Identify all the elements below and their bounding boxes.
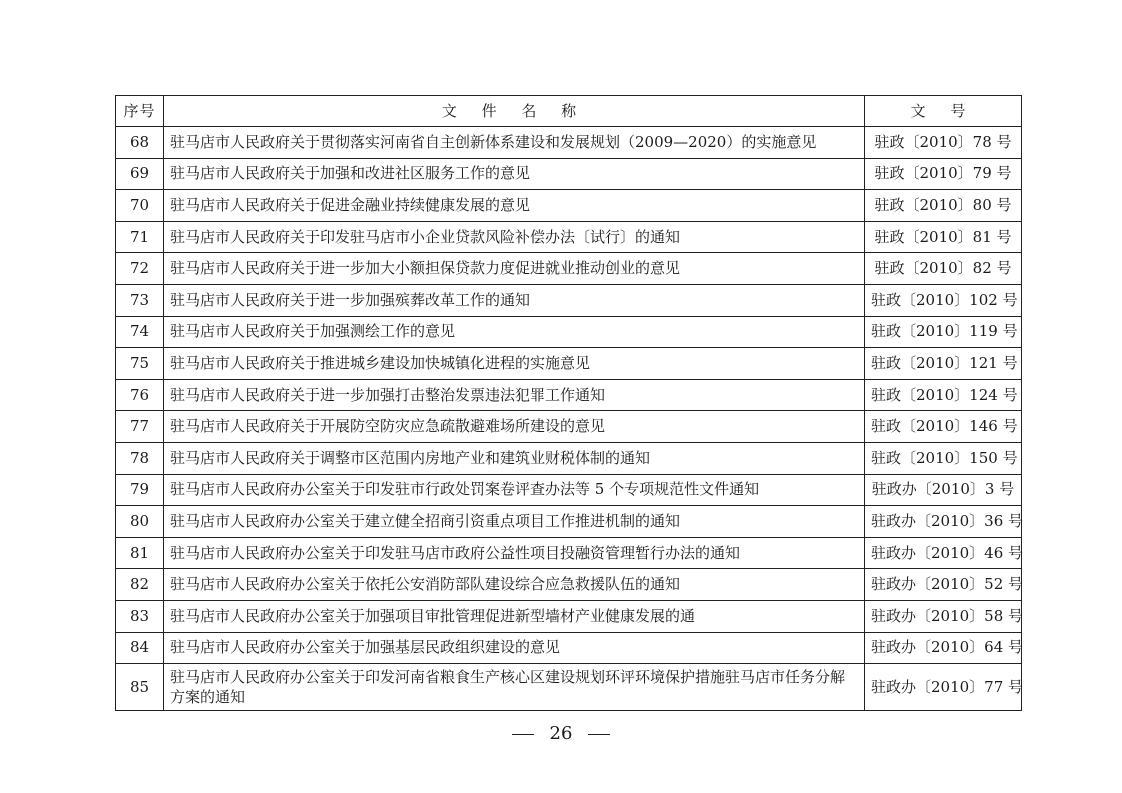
row-doc-number: 驻政办〔2010〕77 号 [865,664,1022,711]
row-title: 驻马店市人民政府办公室关于加强项目审批管理促进新型墙材产业健康发展的通 [164,600,865,632]
table-row [116,506,1022,538]
row-seq: 76 [116,379,164,411]
row-title: 驻马店市人民政府关于推进城乡建设加快城镇化进程的实施意见 [164,348,865,380]
table-row [116,316,1022,348]
table-row [116,664,1022,711]
table-row [116,632,1022,664]
table-row [116,284,1022,316]
row-seq: 81 [116,537,164,569]
row-title: 驻马店市人民政府关于开展防空防灾应急疏散避难场所建设的意见 [164,411,865,443]
row-title: 驻马店市人民政府关于促进金融业持续健康发展的意见 [164,190,865,222]
header-doc-number: 文 号 [865,96,1022,127]
row-seq: 83 [116,600,164,632]
row-doc-number: 驻政办〔2010〕36 号 [865,506,1022,538]
row-doc-number: 驻政〔2010〕78 号 [865,127,1022,159]
row-doc-number: 驻政〔2010〕119 号 [865,316,1022,348]
table-row [116,379,1022,411]
row-seq: 68 [116,127,164,159]
row-seq: 73 [116,284,164,316]
row-seq: 70 [116,190,164,222]
dash-right [588,734,610,735]
page-number-text: 26 [549,723,573,744]
row-seq: 85 [116,664,164,711]
row-seq: 74 [116,316,164,348]
table-body [116,127,1022,711]
row-title: 驻马店市人民政府办公室关于加强基层民政组织建设的意见 [164,632,865,664]
row-doc-number: 驻政〔2010〕102 号 [865,284,1022,316]
row-title: 驻马店市人民政府关于进一步加大小额担保贷款力度促进就业推动创业的意见 [164,253,865,285]
row-doc-number: 驻政办〔2010〕64 号 [865,632,1022,664]
row-seq: 84 [116,632,164,664]
row-doc-number: 驻政办〔2010〕3 号 [865,474,1022,506]
row-title: 驻马店市人民政府关于加强和改进社区服务工作的意见 [164,158,865,190]
table-row [116,253,1022,285]
row-seq: 72 [116,253,164,285]
header-seq: 序号 [116,96,164,127]
document-table [115,95,1022,711]
row-seq: 82 [116,569,164,601]
table-row [116,569,1022,601]
table-row [116,474,1022,506]
table-row [116,537,1022,569]
table-row [116,600,1022,632]
row-seq: 71 [116,221,164,253]
table-row [116,127,1022,159]
page-number [0,723,1122,744]
table-row [116,411,1022,443]
row-title: 驻马店市人民政府办公室关于印发驻马店市政府公益性项目投融资管理暂行办法的通知 [164,537,865,569]
row-title: 驻马店市人民政府办公室关于依托公安消防部队建设综合应急救援队伍的通知 [164,569,865,601]
row-doc-number: 驻政办〔2010〕52 号 [865,569,1022,601]
row-doc-number: 驻政〔2010〕146 号 [865,411,1022,443]
row-seq: 78 [116,442,164,474]
row-title: 驻马店市人民政府关于进一步加强打击整治发票违法犯罪工作通知 [164,379,865,411]
table-row [116,221,1022,253]
row-doc-number: 驻政〔2010〕80 号 [865,190,1022,222]
dash-left [512,734,534,735]
row-doc-number: 驻政〔2010〕82 号 [865,253,1022,285]
table-row [116,348,1022,380]
row-seq: 75 [116,348,164,380]
row-doc-number: 驻政〔2010〕121 号 [865,348,1022,380]
row-seq: 77 [116,411,164,443]
row-title: 驻马店市人民政府办公室关于建立健全招商引资重点项目工作推进机制的通知 [164,506,865,538]
table-row [116,442,1022,474]
row-doc-number: 驻政〔2010〕79 号 [865,158,1022,190]
row-title: 驻马店市人民政府办公室关于印发驻市行政处罚案卷评查办法等 5 个专项规范性文件通知 [164,474,865,506]
row-doc-number: 驻政〔2010〕124 号 [865,379,1022,411]
row-doc-number: 驻政办〔2010〕46 号 [865,537,1022,569]
row-doc-number: 驻政〔2010〕150 号 [865,442,1022,474]
row-seq: 80 [116,506,164,538]
table-row [116,190,1022,222]
table-header-row [116,96,1022,127]
row-doc-number: 驻政〔2010〕81 号 [865,221,1022,253]
row-doc-number: 驻政办〔2010〕58 号 [865,600,1022,632]
table-row [116,158,1022,190]
row-title: 驻马店市人民政府办公室关于印发河南省粮食生产核心区建设规划环评环境保护措施驻马店市任务分解方案的通知 [164,664,865,711]
row-title: 驻马店市人民政府关于贯彻落实河南省自主创新体系建设和发展规划（2009—2020）的实施意见 [164,127,865,159]
row-title: 驻马店市人民政府关于调整市区范围内房地产业和建筑业财税体制的通知 [164,442,865,474]
header-title: 文 件 名 称 [164,96,865,127]
row-title: 驻马店市人民政府关于进一步加强殡葬改革工作的通知 [164,284,865,316]
row-title: 驻马店市人民政府关于印发驻马店市小企业贷款风险补偿办法〔试行〕的通知 [164,221,865,253]
row-seq: 79 [116,474,164,506]
row-seq: 69 [116,158,164,190]
row-title: 驻马店市人民政府关于加强测绘工作的意见 [164,316,865,348]
